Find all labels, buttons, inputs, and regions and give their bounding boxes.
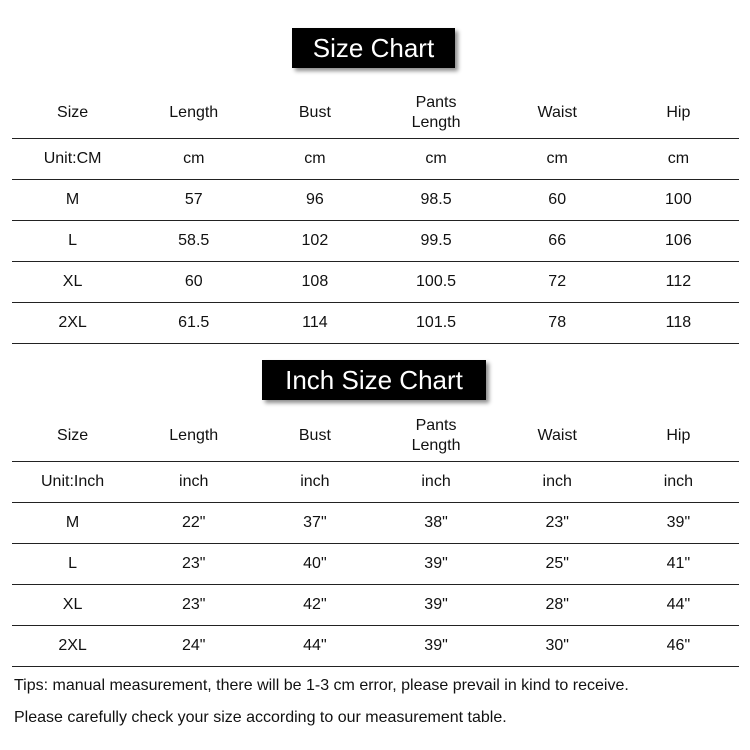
table-cell: inch <box>618 462 739 503</box>
table-cell: 23" <box>497 503 618 544</box>
table-cell: 42" <box>254 585 375 626</box>
column-header: Waist <box>497 411 618 462</box>
column-header: Length <box>133 411 254 462</box>
table-cell: 100 <box>618 180 739 221</box>
table-row <box>12 544 739 585</box>
inch-size-chart-title: Inch Size Chart <box>262 360 486 400</box>
table-row <box>12 303 739 344</box>
table-cell: cm <box>618 139 739 180</box>
size-cell: M <box>12 503 133 544</box>
unit-row <box>12 462 739 503</box>
table-cell: 96 <box>254 180 375 221</box>
size-cell: 2XL <box>12 303 133 344</box>
size-cell: M <box>12 180 133 221</box>
table-cell: cm <box>254 139 375 180</box>
table-cell: 23" <box>133 585 254 626</box>
table-cell: 102 <box>254 221 375 262</box>
table-cell: 108 <box>254 262 375 303</box>
size-cell: 2XL <box>12 626 133 667</box>
table-cell: 41" <box>618 544 739 585</box>
size-cell: Unit:Inch <box>12 462 133 503</box>
table-cell: 114 <box>254 303 375 344</box>
table-cell: cm <box>497 139 618 180</box>
table-row <box>12 262 739 303</box>
table-cell: 25" <box>497 544 618 585</box>
table-cell: 118 <box>618 303 739 344</box>
size-chart-title: Size Chart <box>292 28 455 68</box>
table-cell: 39" <box>375 626 496 667</box>
column-header: Bust <box>254 88 375 139</box>
table-cell: 106 <box>618 221 739 262</box>
column-header: Hip <box>618 411 739 462</box>
table-cell: 66 <box>497 221 618 262</box>
table-cell: 72 <box>497 262 618 303</box>
column-header: Pants Length <box>375 88 496 139</box>
size-cell: XL <box>12 585 133 626</box>
table-cell: 112 <box>618 262 739 303</box>
table-cell: inch <box>497 462 618 503</box>
column-header: Size <box>12 88 133 139</box>
table-cell: cm <box>133 139 254 180</box>
column-header: Waist <box>497 88 618 139</box>
table-cell: 57 <box>133 180 254 221</box>
table-cell: 30" <box>497 626 618 667</box>
table-cell: 37" <box>254 503 375 544</box>
size-chart-cm-table <box>12 88 739 344</box>
table-cell: 39" <box>618 503 739 544</box>
table-cell: 100.5 <box>375 262 496 303</box>
size-cell: L <box>12 544 133 585</box>
table-cell: 78 <box>497 303 618 344</box>
table-row <box>12 503 739 544</box>
table-cell: 22" <box>133 503 254 544</box>
table-cell: 38" <box>375 503 496 544</box>
table-header-row <box>12 88 739 139</box>
table-cell: 61.5 <box>133 303 254 344</box>
table-cell: 28" <box>497 585 618 626</box>
table-cell: 46" <box>618 626 739 667</box>
table-cell: 24" <box>133 626 254 667</box>
table-cell: 39" <box>375 585 496 626</box>
table-row <box>12 626 739 667</box>
table-header-row <box>12 411 739 462</box>
table-cell: 40" <box>254 544 375 585</box>
table-cell: 101.5 <box>375 303 496 344</box>
unit-row <box>12 139 739 180</box>
table-cell: 99.5 <box>375 221 496 262</box>
tips-text: Tips: manual measurement, there will be 1-3 cm error, please prevail in kind to receive. <box>14 677 629 694</box>
table-cell: inch <box>254 462 375 503</box>
table-cell: inch <box>375 462 496 503</box>
column-header: Bust <box>254 411 375 462</box>
size-cell: XL <box>12 262 133 303</box>
table-cell: 23" <box>133 544 254 585</box>
table-cell: 44" <box>618 585 739 626</box>
table-cell: 60 <box>497 180 618 221</box>
table-row <box>12 585 739 626</box>
column-header: Hip <box>618 88 739 139</box>
column-header: Length <box>133 88 254 139</box>
table-cell: cm <box>375 139 496 180</box>
size-cell: L <box>12 221 133 262</box>
check-size-note: Please carefully check your size according to our measurement table. <box>14 709 507 726</box>
column-header: Size <box>12 411 133 462</box>
size-cell: Unit:CM <box>12 139 133 180</box>
table-row <box>12 221 739 262</box>
table-cell: inch <box>133 462 254 503</box>
table-cell: 44" <box>254 626 375 667</box>
column-header: Pants Length <box>375 411 496 462</box>
table-cell: 39" <box>375 544 496 585</box>
size-chart-inch-table <box>12 411 739 667</box>
table-cell: 98.5 <box>375 180 496 221</box>
table-cell: 58.5 <box>133 221 254 262</box>
table-cell: 60 <box>133 262 254 303</box>
table-row <box>12 180 739 221</box>
